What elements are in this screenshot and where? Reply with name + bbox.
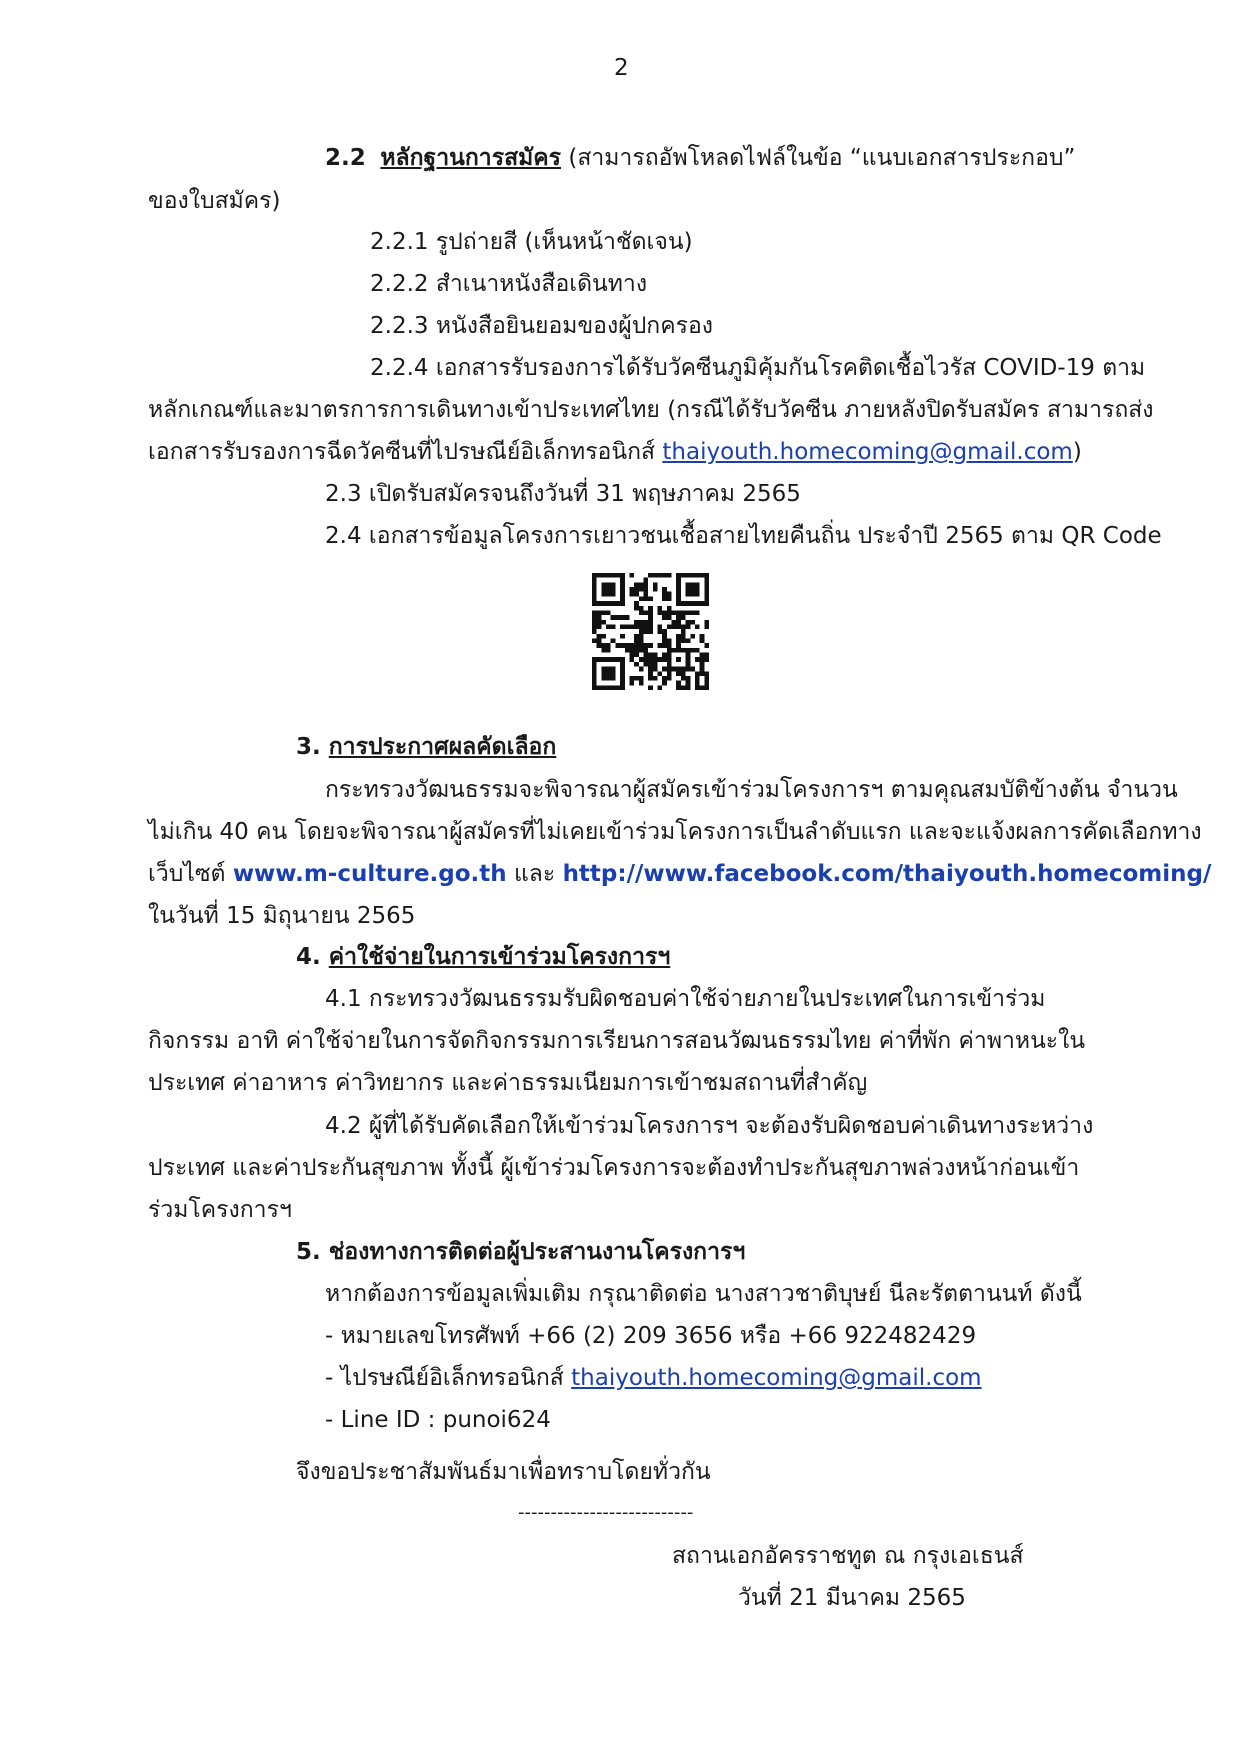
contact-email [325,1362,982,1394]
section-3-line-1: กระทรวงวัฒนธรรมจะพิจารณาผู้สมัครเข้าร่วมโครงการฯ ตามคุณสมบัติข้างต้น จำนวน [325,777,1178,803]
section-2-3: 2.3 เปิดรับสมัครจนถึงวันที่ 31 พฤษภาคม 2565 [325,481,801,507]
section-4-1-line-2: กิจกรรม อาทิ ค่าใช้จ่ายในการจัดกิจกรรมการเรียนการสอนวัฒนธรรมไทย ค่าที่พัก ค่าพาหนะใน [148,1028,1086,1054]
qr-code[interactable] [592,573,709,690]
email-link[interactable]: thaiyouth.homecoming@gmail.com [662,439,1073,465]
section-3-line-2: ไม่เกิน 40 คน โดยจะพิจารณาผู้สมัครที่ไม่เคยเข้าร่วมโครงการเป็นลำดับแรก และจะแจ้งผลการคัดเลือกทาง [148,819,1202,845]
section-3-line-3 [148,858,1211,890]
list-item-2-2-1: 2.2.1 รูปถ่ายสี (เห็นหน้าชัดเจน) [370,229,693,255]
email-prefix: เอกสารรับรองการฉีดวัคซีนที่ไปรษณีย์อิเล็กทรอนิกส์ [148,439,663,465]
section-4-1-line-3: ประเทศ ค่าอาหาร ค่าวิทยากร และค่าธรรมเนียมการเข้าชมสถานที่สำคัญ [148,1070,868,1096]
page-number: 2 [614,55,629,81]
list-item-2-2-4-line-1: 2.2.4 เอกสารรับรองการได้รับวัคซีนภูมิคุ้มกันโรคติดเชื้อไวรัส COVID-19 ตาม [370,355,1146,381]
section-4-2-line-3: ร่วมโครงการฯ [148,1197,292,1223]
list-item-2-2-3: 2.2.3 หนังสือยินยอมของผู้ปกครอง [370,313,714,339]
section-3-number: 3. [296,734,329,760]
section-4-heading [296,941,670,973]
contact-phone: - หมายเลขโทรศัพท์ +66 (2) 209 3656 หรือ +66 922482429 [325,1323,977,1349]
section-2-2-title: หลักฐานการสมัคร [380,145,562,171]
section-4-number: 4. [296,944,329,970]
section-3-line-4: ในวันที่ 15 มิถุนายน 2565 [148,903,416,929]
closing-statement: จึงขอประชาสัมพันธ์มาเพื่อทราบโดยทั่วกัน [296,1459,711,1485]
separator: --------------------------- [518,1502,694,1523]
section-4-2-line-1: 4.2 ผู้ที่ได้รับคัดเลือกให้เข้าร่วมโครงการฯ จะต้องรับผิดชอบค่าเดินทางระหว่าง [325,1113,1094,1139]
signature-org: สถานเอกอัครราชทูต ณ กรุงเอเธนส์ [672,1543,1024,1569]
section-2-2-note: (สามารถอัพโหลดไฟล์ในข้อ “แนบเอกสารประกอบ” [561,145,1076,171]
section-2-2-number: 2.2 [325,145,366,171]
section-4-title: ค่าใช้จ่ายในการเข้าร่วมโครงการฯ [328,944,671,970]
section-2-2-heading [325,142,1075,174]
section-5-line-1: หากต้องการข้อมูลเพิ่มเติม กรุณาติดต่อ นางสาวชาติบุษย์ นีละรัตตานนท์ ดังนี้ [325,1281,1082,1307]
section-2-4: 2.4 เอกสารข้อมูลโครงการเยาวชนเชื้อสายไทยคืนถิ่น ประจำปี 2565 ตาม QR Code [325,523,1162,549]
section-2-2-note-continued: ของใบสมัคร) [148,188,281,214]
list-item-2-2-2: 2.2.2 สำเนาหนังสือเดินทาง [370,271,648,297]
section-4-1-line-1: 4.1 กระทรวงวัฒนธรรมรับผิดชอบค่าใช้จ่ายภายในประเทศในการเข้าร่วม [325,986,1046,1012]
and-text: และ [506,861,563,887]
website-link-m-culture[interactable]: www.m-culture.go.th [232,861,507,887]
list-item-2-2-4-line-2: หลักเกณฑ์และมาตรการการเดินทางเข้าประเทศไทย (กรณีได้รับวัคซีน ภายหลังปิดรับสมัคร สามารถส่ง [148,397,1154,423]
signature-date: วันที่ 21 มีนาคม 2565 [738,1585,966,1611]
section-3-heading [296,731,556,763]
contact-line-id: - Line ID : punoi624 [325,1407,551,1433]
section-5-heading: 5. ช่องทางการติดต่อผู้ประสานงานโครงการฯ [296,1239,746,1265]
closing-paren: ) [1072,439,1082,465]
contact-email-label: - ไปรษณีย์อิเล็กทรอนิกส์ [325,1365,572,1391]
section-4-2-line-2: ประเทศ และค่าประกันสุขภาพ ทั้งนี้ ผู้เข้าร่วมโครงการจะต้องทำประกันสุขภาพล่วงหน้าก่อนเข้า [148,1155,1080,1181]
website-link-facebook[interactable]: http://www.facebook.com/thaiyouth.homecoming/ [562,861,1212,887]
website-label: เว็บไซต์ [148,861,233,887]
section-3-title: การประกาศผลคัดเลือก [328,734,557,760]
list-item-2-2-4-line-3 [148,436,1082,468]
contact-email-link[interactable]: thaiyouth.homecoming@gmail.com [571,1365,982,1391]
